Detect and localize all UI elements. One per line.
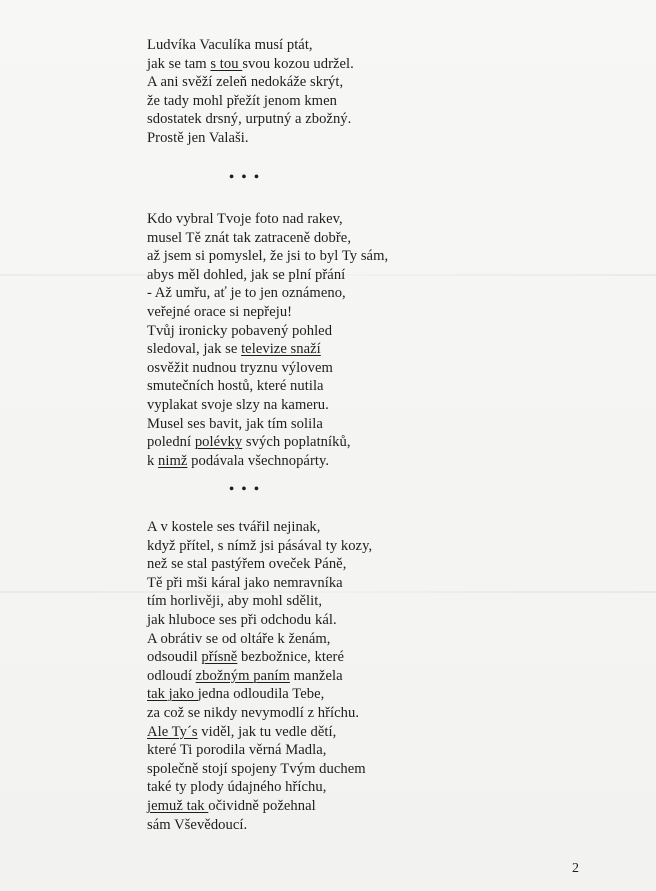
poem-line xyxy=(147,92,354,111)
poem-line xyxy=(147,611,372,630)
line-text: které Ti porodila věrná Madla, xyxy=(147,742,327,759)
underlined-text: Ale Ty´s xyxy=(147,723,198,740)
poem-stanza-2 xyxy=(147,210,388,470)
line-text: viděl, jak tu vedle dětí, xyxy=(197,723,337,740)
poem-line xyxy=(147,377,388,396)
poem-stanza-3 xyxy=(147,518,372,834)
poem-line xyxy=(147,247,388,266)
poem-line xyxy=(147,210,388,229)
line-text: jedna odloudila Tebe, xyxy=(197,686,325,703)
line-text: musel Tě znát tak zatraceně dobře, xyxy=(147,229,352,246)
poem-line xyxy=(147,73,354,92)
poem-line xyxy=(147,685,372,704)
underlined-text: polévky xyxy=(194,434,243,451)
line-text: odloudí xyxy=(147,667,196,684)
line-text: k xyxy=(147,452,159,469)
poem-line xyxy=(147,760,372,779)
poem-line xyxy=(147,778,372,797)
poem-line xyxy=(147,433,388,452)
poem-line xyxy=(147,555,372,574)
poem-line xyxy=(147,741,372,760)
poem-line xyxy=(147,36,354,55)
line-text: Ludvíka Vaculíka musí ptát, xyxy=(147,37,313,53)
poem-line xyxy=(147,129,354,148)
line-text: polední xyxy=(147,434,195,451)
underlined-text: tak jako xyxy=(147,686,198,703)
line-text: A obrátiv se od oltáře k ženám, xyxy=(147,630,331,647)
line-text: společně stojí spojeny Tvým duchem xyxy=(147,760,366,777)
poem-line xyxy=(147,340,388,359)
line-text: osvěžit nudnou tryznu výlovem xyxy=(147,359,333,376)
line-text: když přítel, s nímž jsi pásával ty kozy, xyxy=(147,537,373,554)
line-text: než se stal pastýřem oveček Páně, xyxy=(147,556,347,573)
poem-line xyxy=(147,396,388,415)
poem-line xyxy=(147,667,372,686)
poem-stanza-1 xyxy=(147,36,354,148)
poem-line xyxy=(147,415,388,434)
line-text: podávala všechnopárty. xyxy=(187,452,330,469)
poem-line xyxy=(147,648,372,667)
line-text: odsoudil xyxy=(147,649,202,666)
line-text: smutečních hostů, které nutila xyxy=(147,378,324,395)
poem-line xyxy=(147,229,388,248)
poem-line xyxy=(147,723,372,742)
poem-line xyxy=(147,518,372,537)
poem-line xyxy=(147,574,372,593)
underlined-text: s tou xyxy=(210,55,243,72)
line-text: A v kostele ses tvářil nejinak, xyxy=(147,519,321,535)
line-text: za což se nikdy nevymodlí z hříchu. xyxy=(147,704,360,721)
poem-line xyxy=(147,816,372,835)
line-text: manžela xyxy=(289,667,343,684)
line-text: jak se tam xyxy=(147,55,211,72)
page-number: 2 xyxy=(572,861,579,876)
line-text: Prostě jen Valaši. xyxy=(147,129,249,146)
poem-line xyxy=(147,284,388,303)
line-text: Kdo vybral Tvoje foto nad rakev, xyxy=(147,211,343,227)
line-text: že tady mohl přežít jenom kmen xyxy=(147,92,337,109)
line-text: sám Vševědoucí. xyxy=(147,816,248,833)
poem-line xyxy=(147,266,388,285)
line-text: Musel ses bavit, jak tím solila xyxy=(147,415,323,432)
line-text: tím horlivěji, aby mohl sdělit, xyxy=(147,593,323,610)
line-text: Tvůj ironicky pobavený pohled xyxy=(147,322,333,339)
poem-line xyxy=(147,110,354,129)
poem-line xyxy=(147,359,388,378)
line-text: očividně požehnal xyxy=(208,797,316,814)
poem-line xyxy=(147,797,372,816)
line-text: také ty plody údajného hříchu, xyxy=(147,779,327,796)
stanza-separator: • • • xyxy=(229,170,261,185)
line-text: svých poplatníků, xyxy=(242,434,351,451)
poem-line xyxy=(147,537,372,556)
poem-line xyxy=(147,630,372,649)
line-text: sdostatek drsný, urputný a zbožný. xyxy=(147,111,352,128)
line-text: vyplakat svoje slzy na kameru. xyxy=(147,396,329,413)
line-text: veřejné orace si nepřeju! xyxy=(147,303,293,320)
line-text: A ani svěží zeleň nedokáže skrýt, xyxy=(147,74,344,91)
poem-line xyxy=(147,452,388,471)
poem-line xyxy=(147,303,388,322)
underlined-text: televize snaží xyxy=(241,341,321,358)
underlined-text: zbožným paním xyxy=(195,667,290,684)
line-text: Tě při mši káral jako nemravníka xyxy=(147,574,343,591)
poem-line xyxy=(147,592,372,611)
line-text: bezbožnice, které xyxy=(237,649,344,666)
line-text: sledoval, jak se xyxy=(147,341,242,358)
line-text: až jsem si pomyslel, že jsi to byl Ty sám, xyxy=(147,248,389,265)
underlined-text: nimž xyxy=(158,452,188,469)
underlined-text: přísně xyxy=(201,649,238,666)
line-text: abys měl dohled, jak se plní přání xyxy=(147,266,346,283)
line-text: - Až umřu, ať je to jen oznámeno, xyxy=(147,285,346,302)
line-text: svou kozou udržel. xyxy=(242,55,354,72)
poem-line xyxy=(147,704,372,723)
poem-line xyxy=(147,322,388,341)
line-text: jak hluboce ses při odchodu kál. xyxy=(147,611,337,628)
underlined-text: jemuž tak xyxy=(147,797,209,814)
stanza-separator: • • • xyxy=(229,482,261,497)
poem-line xyxy=(147,55,354,74)
